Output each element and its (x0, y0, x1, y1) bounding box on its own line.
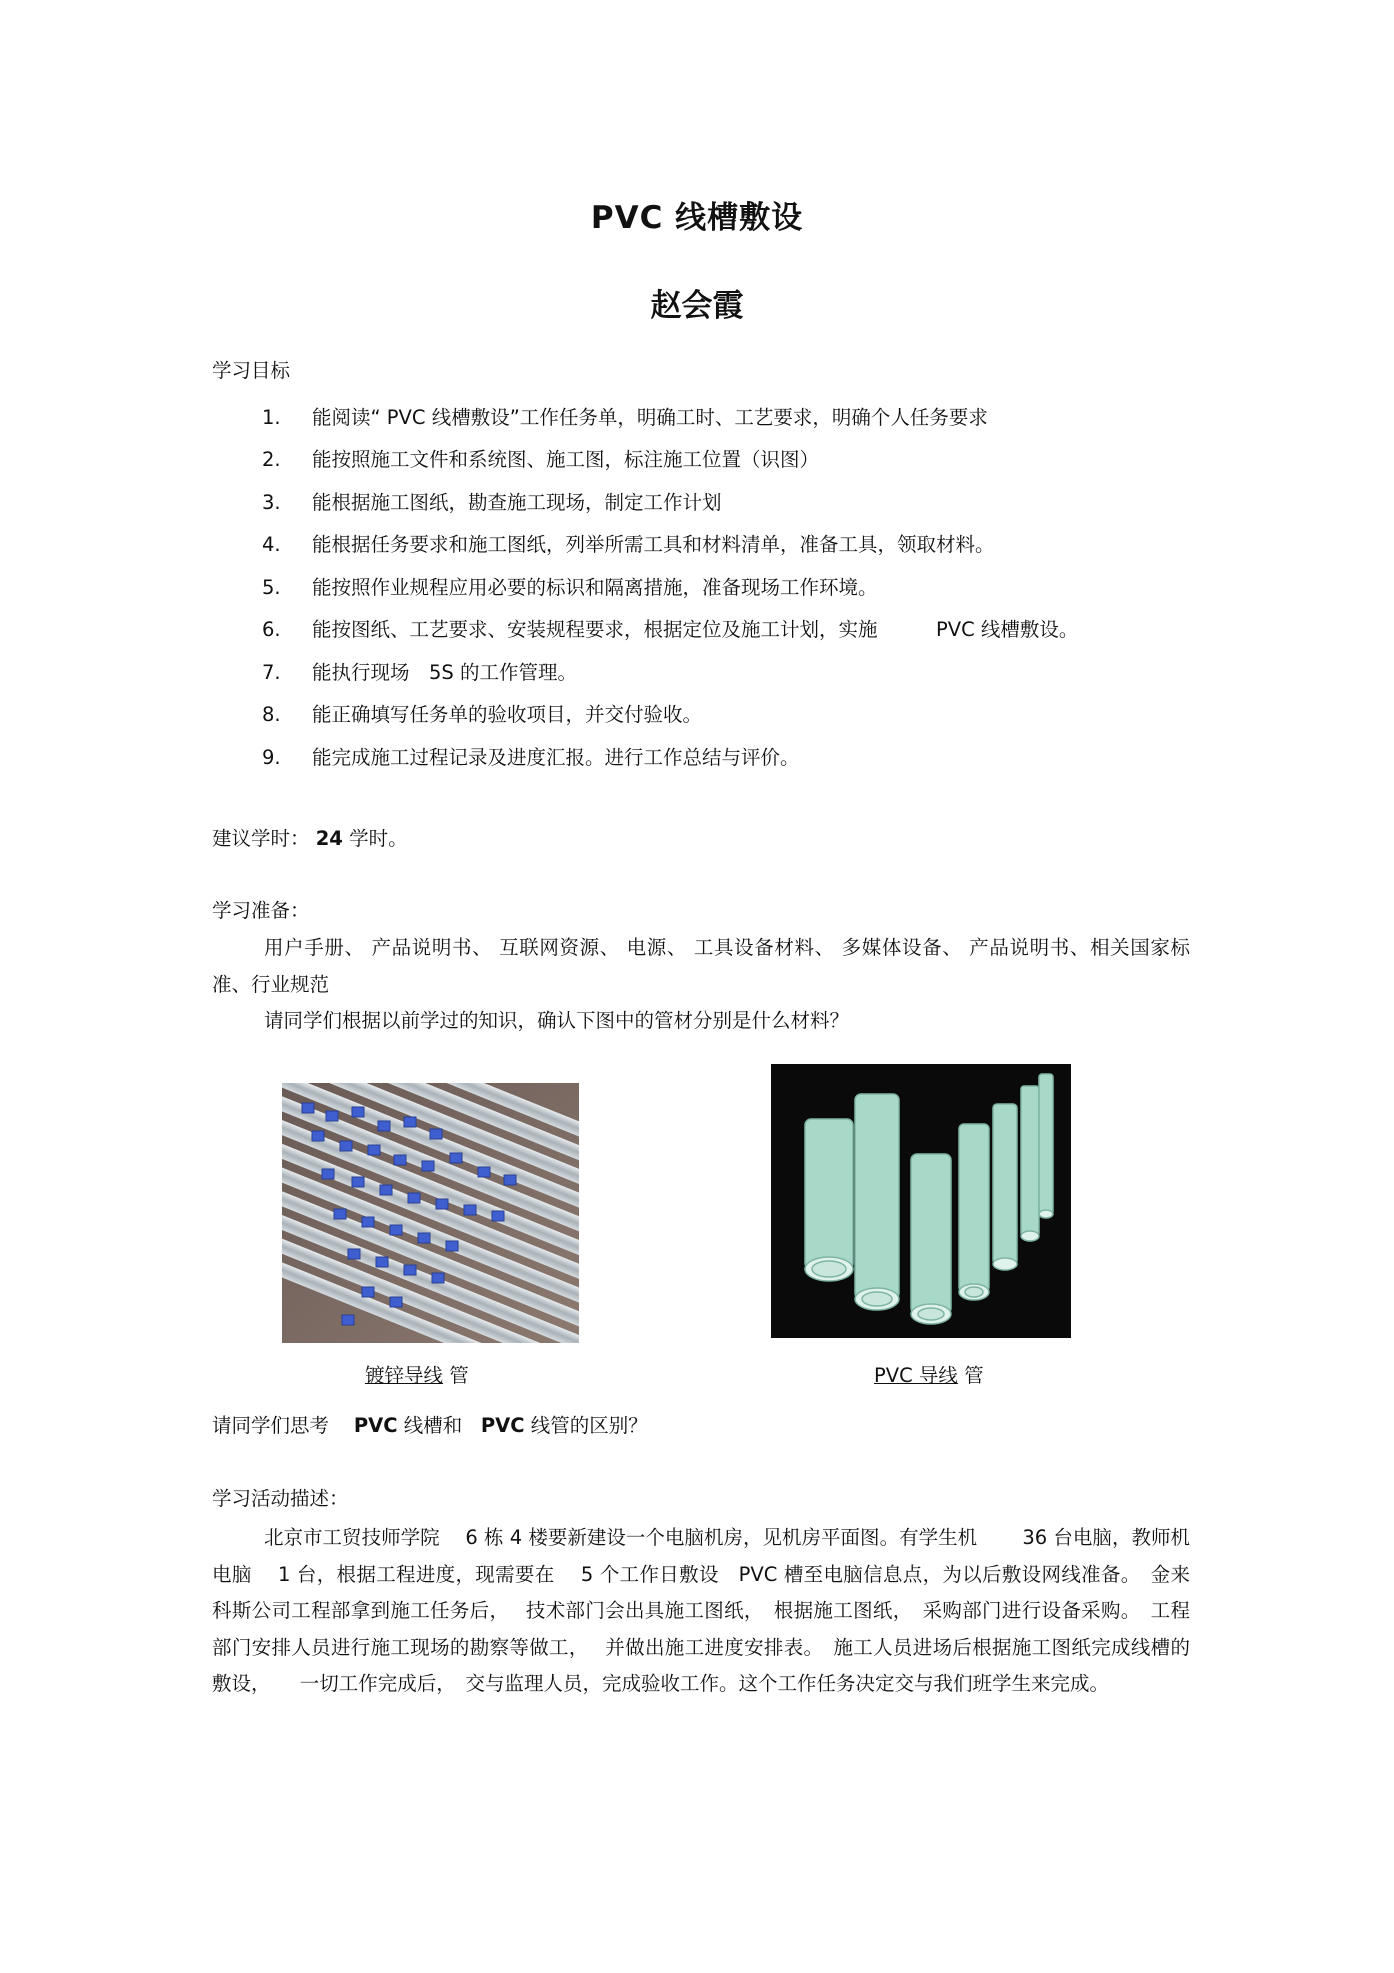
item-number: 1. (262, 406, 281, 429)
list-item (262, 575, 878, 601)
activity-heading: 学习活动描述： (212, 1487, 349, 1510)
item-text: 能按照作业规程应用必要的标识和隔离措施，准备现场工作环境。 (312, 576, 878, 599)
list-item (262, 745, 800, 771)
list-item (262, 532, 995, 558)
item-text: 能按照施工文件和系统图、施工图，标注施工位置（识图） (312, 448, 820, 471)
pvc-pipe-caption (874, 1360, 984, 1388)
item-number: 9. (262, 746, 281, 769)
list-item (262, 617, 1078, 643)
item-text: 能根据施工图纸，勘查施工现场，制定工作计划 (312, 491, 722, 514)
hours-label: 建议学时： (212, 827, 310, 850)
item-text: 能根据任务要求和施工图纸，列举所需工具和材料清单，准备工具，领取材料。 (312, 533, 995, 556)
think-term-pvc-2: PVC (480, 1414, 525, 1437)
item-number: 5. (262, 576, 281, 599)
caption-text: PVC 导线 (874, 1364, 958, 1387)
caption-text: 镀锌导线 (365, 1364, 444, 1387)
think-part-e: 线管的区别？ (530, 1414, 648, 1437)
item-text: 能阅读“ PVC 线槽敷设”工作任务单，明确工时、工艺要求，明确个人任务要求 (312, 406, 988, 429)
item-number: 4. (262, 533, 281, 556)
prep-heading: 学习准备： (212, 899, 310, 922)
list-item (262, 447, 819, 473)
item-text: 能执行现场 5S 的工作管理。 (312, 661, 577, 684)
objectives-heading: 学习目标 (212, 359, 291, 382)
think-question (212, 1413, 648, 1439)
document-author: 赵会霞 (650, 288, 744, 324)
item-number: 8. (262, 703, 281, 726)
prep-text: 用户手册、 产品说明书、 互联网资源、 电源、 工具设备材料、 多媒体设备、 产品说明书、相关国家标准、行业规范 (212, 936, 1190, 996)
caption-suffix: 管 (964, 1364, 984, 1387)
caption-suffix: 管 (449, 1364, 469, 1387)
item-number: 7. (262, 661, 281, 684)
list-item (262, 405, 988, 431)
document-title: PVC 线槽敷设 (590, 200, 804, 236)
list-item (262, 702, 702, 728)
item-number: 2. (262, 448, 281, 471)
list-item (262, 660, 577, 686)
hours-unit: 学时。 (349, 827, 408, 850)
hours-value: 24 (315, 827, 343, 850)
item-text: 能正确填写任务单的验收项目，并交付验收。 (312, 703, 703, 726)
think-part-c: 线槽和 (403, 1414, 463, 1437)
item-number: 6. (262, 618, 281, 641)
galvanized-pipe-caption (365, 1360, 469, 1388)
activity-text: 北京市工贸技师学院 6 栋 4 楼要新建设一个电脑机房，见机房平面图。有学生机 36 台电脑，教师机电脑 1 台，根据工程进度，现需要在 5 个工作日敷设 PVC 槽至电脑信息点，为以后敷设网线准备。 金来科斯公司工程部拿到施工任务后， 技术部门会出具施工图纸， 根据施工图纸， 采购部门进行设备采购。 工程部门安排人员进行施工现场的勘察等做工， 并做出施工进度安排表。 施工人员进场后根据施工图纸完成线槽的敷设， 一切工作完成后， 交与监理人员，完成验收工作。这个工作任务决定交与我们班学生来完成。 (212, 1526, 1190, 1695)
pvc-pipe-image (771, 1064, 1071, 1338)
list-item (262, 490, 722, 516)
galvanized-pipe-image (282, 1083, 579, 1343)
item-number: 3. (262, 491, 281, 514)
prep-question: 请同学们根据以前学过的知识，确认下图中的管材分别是什么材料？ (264, 1009, 850, 1032)
think-term-pvc-1: PVC (353, 1414, 398, 1437)
item-text: 能完成施工过程记录及进度汇报。进行工作总结与评价。 (312, 746, 800, 769)
think-part-a: 请同学们思考 (212, 1414, 330, 1437)
item-text: 能按图纸、工艺要求、安装规程要求，根据定位及施工计划，实施 PVC 线槽敷设。 (312, 618, 1079, 641)
suggested-hours (212, 826, 408, 852)
